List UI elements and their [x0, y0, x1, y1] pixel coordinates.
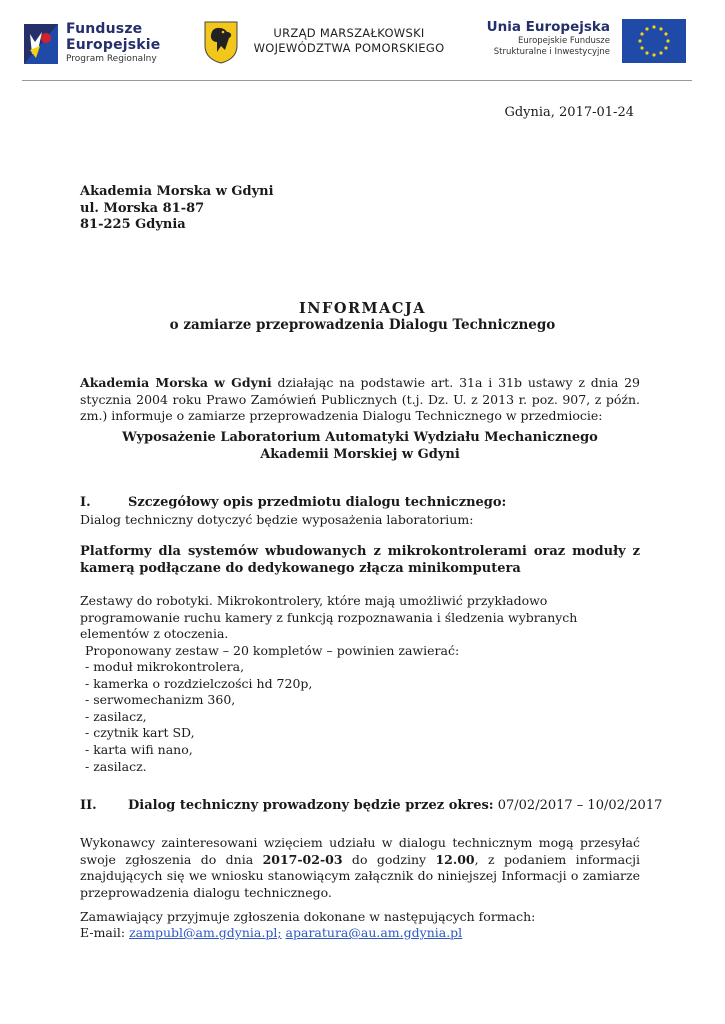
- list-item: - czytnik kart SD,: [85, 725, 195, 741]
- list-item: - moduł mikrokontrolera,: [85, 659, 245, 674]
- list-item: - serwomechanizm 360,: [85, 692, 236, 708]
- email-link-zampubl[interactable]: zampubl@am.gdynia.pl;: [129, 925, 282, 940]
- document-title: [0, 300, 725, 334]
- email-line: [80, 925, 640, 942]
- fe-logo-line3: Program Regionalny: [66, 54, 157, 64]
- fundusze-europejskie-logo: [22, 20, 182, 72]
- title-subtitle: o zamiarze przeprowadzenia Dialogu Technicznego: [169, 317, 556, 333]
- contractors-paragraph: [80, 835, 640, 901]
- intro-paragraph: [80, 375, 640, 425]
- title-main: INFORMACJA: [299, 300, 426, 317]
- urzad-marszalkowski-logo: [203, 20, 453, 70]
- intro-text: działając na podstawie art. 31a i 31b ustawy z dnia 29 stycznia 2004 roku Prawo Zamówień Publicznych (t.j. Dz. U. z 2013 r. poz. 907, z późn. zm.) informuje o zamiarze przeprowadzenia Dialogu Technicznego w przedmiocie:: [80, 375, 640, 423]
- list-item: - karta wifi nano,: [85, 741, 193, 757]
- um-logo-line1: URZĄD MARSZAŁKOWSKI: [273, 26, 425, 40]
- email-link-aparatura[interactable]: aparatura@au.am.gdynia.pl: [285, 925, 463, 940]
- header-divider: [22, 80, 692, 81]
- eu-flag-icon: [622, 19, 686, 63]
- ue-logo-line1: Unia Europejska: [486, 19, 610, 35]
- fundusze-europejskie-emblem-icon: [22, 20, 62, 68]
- address-street: ul. Morska 81-87: [80, 200, 205, 216]
- list-item: - kamerka o rozdzielczości hd 720p,: [85, 675, 313, 691]
- fe-logo-line2: Europejskie: [66, 37, 161, 53]
- contractors-text-1: Wykonawcy zainteresowani wzięciem udziału w dialogu technicznym mogą przesyłać swoje zgłoszenia do dnia: [80, 835, 640, 867]
- contractors-text-3: , z podaniem informacji znajdujących się we wniosku stanowiącym załącznik do niniejszej Informacji o zamiarze przeprowadzenia dialogu technicznego.: [80, 851, 640, 900]
- subject-line2: Akademii Morskiej w Gdyni: [260, 446, 460, 462]
- section2-title: Dialog techniczny prowadzony będzie przez okres:: [128, 798, 494, 813]
- recipient-address: [80, 184, 274, 234]
- kit-list: [85, 659, 312, 775]
- ue-logo-line3: Strukturalne i Inwestycyjne: [493, 47, 610, 57]
- section2-number: II.: [80, 798, 97, 813]
- fe-logo-line1: Fundusze: [66, 21, 143, 37]
- email-label: E-mail:: [80, 925, 130, 940]
- pomorskie-crest-icon: [203, 20, 239, 64]
- dialogue-period: 07/02/2017 – 10/02/2017: [493, 798, 663, 813]
- kit-intro: Proponowany zestaw – 20 kompletów – powinien zawierać:: [85, 643, 460, 658]
- contractors-text-2: do godziny: [342, 851, 436, 867]
- section2-heading: [80, 798, 662, 813]
- robotics-description: Zestawy do robotyki. Mikrokontrolery, które mają umożliwić przykładowo programowanie ruchu kamery z funkcją rozpoznawania i śledzenia wybranych elementów z otoczenia.: [80, 593, 578, 641]
- section1-number: I.: [80, 495, 91, 510]
- intro-org: Akademia Morska w Gdyni: [80, 375, 272, 390]
- deadline-date: 2017-02-03: [262, 851, 343, 867]
- unia-europejska-logo: [480, 17, 690, 69]
- list-item: - zasilacz.: [85, 758, 147, 774]
- address-name: Akademia Morska w Gdyni: [80, 184, 274, 199]
- platform-description: Platformy dla systemów wbudowanych z mikrokontrolerami oraz moduły z kamerą podłączane do dedykowanego złącza minikomputera: [80, 544, 640, 576]
- submission-forms-text: Zamawiający przyjmuje zgłoszenia dokonane w następujących formach:: [80, 909, 536, 924]
- list-item: - zasilacz,: [85, 708, 147, 724]
- section1-title: Szczegółowy opis przedmiotu dialogu technicznego:: [128, 495, 507, 510]
- deadline-time: 12.00: [435, 851, 475, 867]
- subject-line1: Wyposażenie Laboratorium Automatyki Wydziału Mechanicznego: [122, 430, 598, 445]
- document-date: Gdynia, 2017-01-24: [504, 105, 634, 120]
- ue-logo-line2: Europejskie Fundusze: [518, 36, 610, 46]
- section1-heading: [80, 495, 506, 510]
- address-city: 81-225 Gdynia: [80, 217, 186, 232]
- um-logo-line2: WOJEWÓDZTWA POMORSKIEGO: [253, 41, 445, 55]
- section1-description: Dialog techniczny dotyczyć będzie wyposażenia laboratorium:: [80, 512, 474, 527]
- dialogue-subject: [80, 430, 640, 463]
